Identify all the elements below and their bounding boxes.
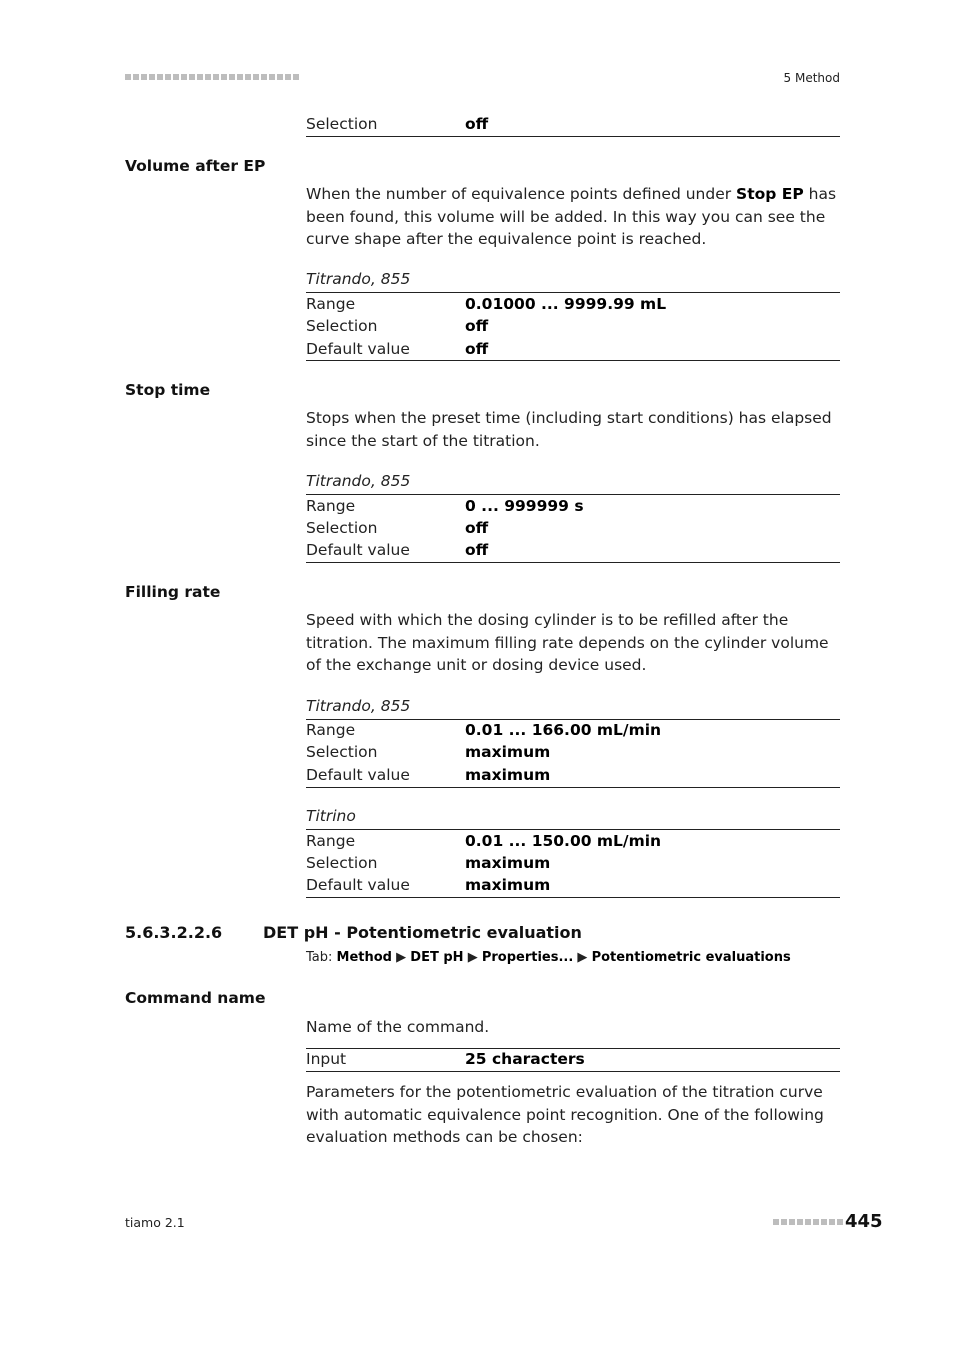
table-rule bbox=[306, 829, 840, 830]
table-row bbox=[306, 317, 840, 339]
command-name-heading: Command name bbox=[125, 989, 266, 1007]
table-row bbox=[306, 721, 840, 743]
row-label: Default value bbox=[306, 876, 410, 894]
row-value: off bbox=[465, 519, 489, 537]
header-decoration bbox=[125, 74, 299, 82]
table-rule bbox=[306, 1048, 840, 1049]
table-rule bbox=[306, 719, 840, 720]
row-value: off bbox=[465, 541, 489, 559]
section-title: DET pH - Potentiometric evaluation bbox=[263, 923, 582, 942]
table-rule bbox=[306, 1071, 840, 1072]
device-caption: Titrando, 855 bbox=[306, 270, 411, 288]
device-caption: Titrando, 855 bbox=[306, 697, 411, 715]
row-value: 25 characters bbox=[465, 1050, 585, 1068]
table-row bbox=[306, 832, 840, 854]
footer-decoration bbox=[773, 1219, 843, 1225]
stop-time-description: Stops when the preset time (including start conditions) has elapsed since the start of the titration. bbox=[306, 409, 832, 450]
evaluation-description: Parameters for the potentiometric evaluation of the titration curve with automatic equivalence point recognition. One of the following evaluation methods can be chosen: bbox=[306, 1083, 824, 1146]
tab-path: Tab: Method ▶ DET pH ▶ Properties... ▶ Potentiometric evaluations bbox=[306, 950, 791, 965]
section-number: 5.6.3.2.2.6 bbox=[125, 923, 223, 942]
row-label: Range bbox=[306, 497, 356, 515]
row-value: 0.01 ... 150.00 mL/min bbox=[465, 832, 662, 850]
row-label: Default value bbox=[306, 766, 410, 784]
device-caption: Titrando, 855 bbox=[306, 472, 411, 490]
table-row bbox=[306, 115, 840, 137]
table-rule bbox=[306, 292, 840, 293]
page-number: 445 bbox=[845, 1211, 883, 1232]
row-label: Selection bbox=[306, 317, 378, 335]
table-row bbox=[306, 854, 840, 876]
row-value: maximum bbox=[465, 854, 551, 872]
row-label: Default value bbox=[306, 340, 410, 358]
table-row bbox=[306, 766, 840, 788]
table-row bbox=[306, 743, 840, 765]
row-label: Range bbox=[306, 721, 356, 739]
filling-rate-heading: Filling rate bbox=[125, 583, 221, 601]
device-caption: Titrino bbox=[306, 807, 356, 825]
table-rule bbox=[306, 494, 840, 495]
row-value: 0.01000 ... 9999.99 mL bbox=[465, 295, 667, 313]
table-rule bbox=[306, 360, 840, 361]
table-rule bbox=[306, 897, 840, 898]
row-label: Default value bbox=[306, 541, 410, 559]
volume-after-ep-heading: Volume after EP bbox=[125, 157, 266, 175]
row-label: Range bbox=[306, 295, 356, 313]
row-value: off bbox=[465, 317, 489, 335]
row-value: off bbox=[465, 340, 489, 358]
table-rule bbox=[306, 787, 840, 788]
row-value: 0 ... 999999 s bbox=[465, 497, 584, 515]
table-rule bbox=[306, 136, 840, 137]
row-value: 0.01 ... 166.00 mL/min bbox=[465, 721, 662, 739]
table-row bbox=[306, 541, 840, 563]
row-label: Input bbox=[306, 1050, 347, 1068]
chapter-title: 5 Method bbox=[783, 71, 840, 85]
product-name: tiamo 2.1 bbox=[125, 1215, 185, 1230]
command-name-description: Name of the command. bbox=[306, 1018, 490, 1036]
row-label: Selection bbox=[306, 519, 378, 537]
row-label: Selection bbox=[306, 854, 378, 872]
row-label: Selection bbox=[306, 115, 378, 133]
row-label: Range bbox=[306, 832, 356, 850]
row-label: Selection bbox=[306, 743, 378, 761]
volume-after-ep-description: When the number of equivalence points defined under Stop EP has been found, this volume will be added. In this way you can see the curve shape after the equivalence point is reached. bbox=[306, 185, 837, 248]
filling-rate-description: Speed with which the dosing cylinder is to be refilled after the titration. The maximum filling rate depends on the cylinder volume of the exchange unit or dosing device used. bbox=[306, 611, 829, 674]
table-row bbox=[306, 295, 840, 317]
table-row bbox=[306, 340, 840, 362]
row-value: maximum bbox=[465, 766, 551, 784]
stop-time-heading: Stop time bbox=[125, 381, 211, 399]
table-row bbox=[306, 876, 840, 898]
table-row bbox=[306, 1050, 840, 1072]
table-rule bbox=[306, 562, 840, 563]
row-value: off bbox=[465, 115, 489, 133]
table-row bbox=[306, 519, 840, 541]
row-value: maximum bbox=[465, 743, 551, 761]
table-row bbox=[306, 497, 840, 519]
row-value: maximum bbox=[465, 876, 551, 894]
